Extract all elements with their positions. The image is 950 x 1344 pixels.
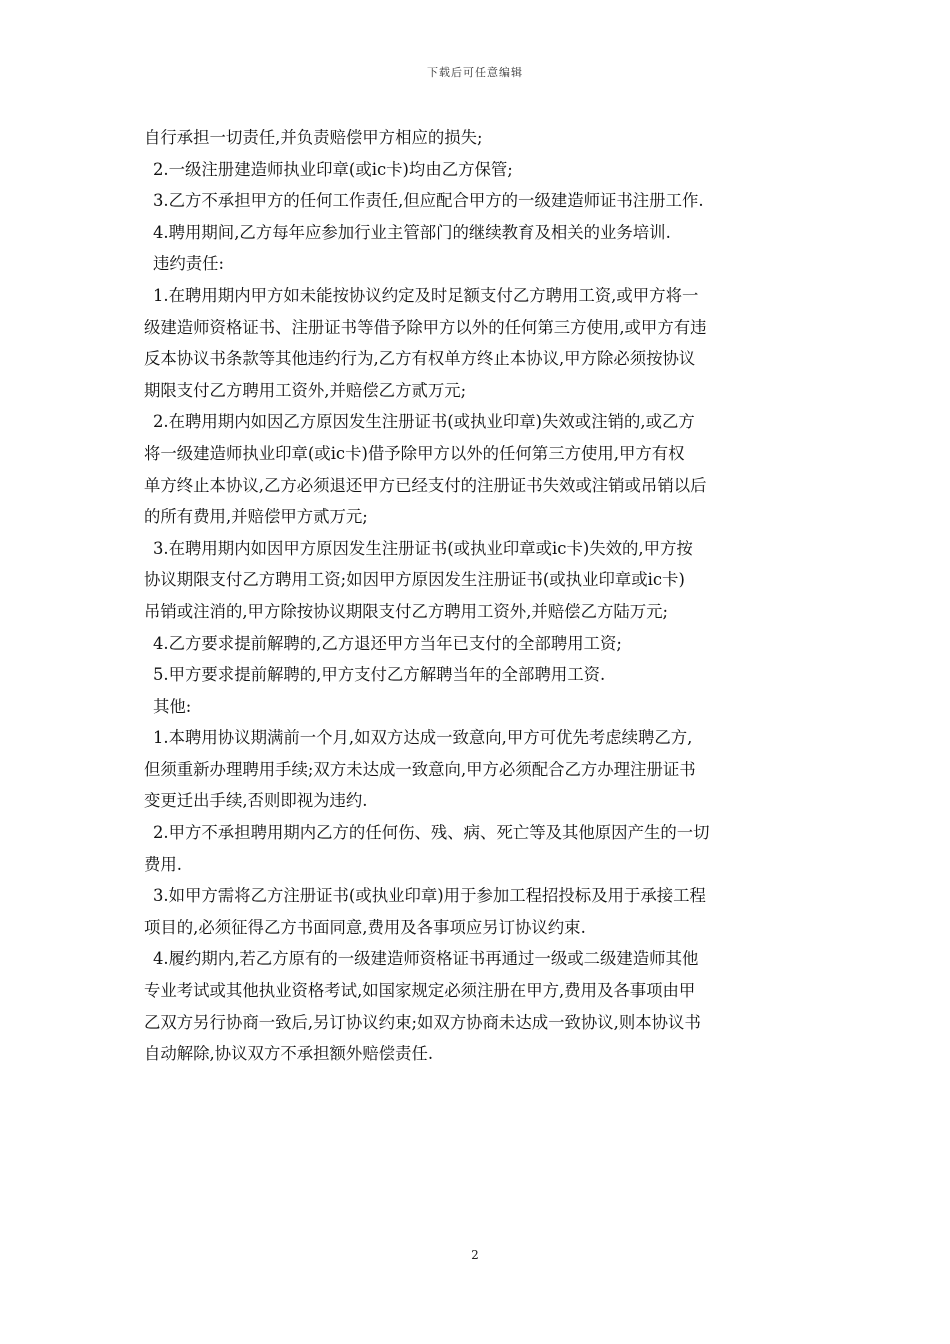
document-line: 2.在聘用期内如因乙方原因发生注册证书(或执业印章)失效或注销的,或乙方 (153, 412, 695, 432)
document-line: 4.履约期内,若乙方原有的一级建造师资格证书再通过一级或二级建造师其他 (153, 949, 699, 969)
document-line: 的所有费用,并赔偿甲方贰万元; (144, 507, 368, 527)
document-line: 4.聘用期间,乙方每年应参加行业主管部门的继续教育及相关的业务培训. (153, 222, 671, 242)
page-header-note: 下载后可任意编辑 (427, 66, 523, 79)
document-line: 专业考试或其他执业资格考试,如国家规定必须注册在甲方,费用及各事项由甲 (144, 981, 696, 1001)
document-body (144, 122, 809, 1070)
document-line: 4.乙方要求提前解聘的,乙方退还甲方当年已支付的全部聘用工资; (153, 633, 622, 653)
document-line: 2.甲方不承担聘用期内乙方的任何伤、残、病、死亡等及其他原因产生的一切 (153, 823, 710, 843)
document-line: 项目的,必须征得乙方书面同意,费用及各事项应另订协议约束. (144, 917, 586, 937)
document-line: 自动解除,协议双方不承担额外赔偿责任. (144, 1044, 434, 1064)
document-line: 1.在聘用期内甲方如未能按协议约定及时足额支付乙方聘用工资,或甲方将一 (153, 285, 699, 305)
document-line: 级建造师资格证书、注册证书等借予除甲方以外的任何第三方使用,或甲方有违 (144, 317, 707, 337)
document-line: 自行承担一切责任,并负责赔偿甲方相应的损失; (144, 128, 483, 147)
document-line: 3.乙方不承担甲方的任何工作责任,但应配合甲方的一级建造师证书注册工作. (153, 191, 704, 211)
page-number: 2 (471, 1248, 479, 1262)
document-line: 但须重新办理聘用手续;双方未达成一致意向,甲方必须配合乙方办理注册证书 (144, 759, 696, 779)
document-line: 3.在聘用期内如因甲方原因发生注册证书(或执业印章或ic卡)失效的,甲方按 (153, 538, 693, 558)
document-line: 其他: (153, 696, 192, 716)
document-line: 期限支付乙方聘用工资外,并赔偿乙方贰万元; (144, 380, 467, 400)
document-line: 3.如甲方需将乙方注册证书(或执业印章)用于参加工程招投标及用于承接工程 (153, 886, 706, 906)
document-line: 1.本聘用协议期满前一个月,如双方达成一致意向,甲方可优先考虑续聘乙方, (153, 728, 693, 748)
document-line: 变更迁出手续,否则即视为违约. (144, 791, 368, 811)
document-line: 乙双方另行协商一致后,另订协议约束;如双方协商未达成一致协议,则本协议书 (144, 1012, 701, 1032)
document-line: 反本协议书条款等其他违约行为,乙方有权单方终止本协议,甲方除必须按协议 (144, 349, 696, 369)
document-line: 5.甲方要求提前解聘的,甲方支付乙方解聘当年的全部聘用工资. (153, 665, 606, 685)
document-line: 违约责任: (153, 254, 225, 274)
document-line: 2.一级注册建造师执业印章(或ic卡)均由乙方保管; (153, 159, 513, 179)
document-line: 吊销或注消的,甲方除按协议期限支付乙方聘用工资外,并赔偿乙方陆万元; (144, 601, 669, 621)
document-line: 协议期限支付乙方聘用工资;如因甲方原因发生注册证书(或执业印章或ic卡) (144, 570, 685, 590)
document-line: 费用. (144, 854, 182, 874)
document-line: 单方终止本协议,乙方必须退还甲方已经支付的注册证书失效或注销或吊销以后 (144, 475, 707, 495)
document-line: 将一级建造师执业印章(或ic卡)借予除甲方以外的任何第三方使用,甲方有权 (144, 443, 685, 463)
